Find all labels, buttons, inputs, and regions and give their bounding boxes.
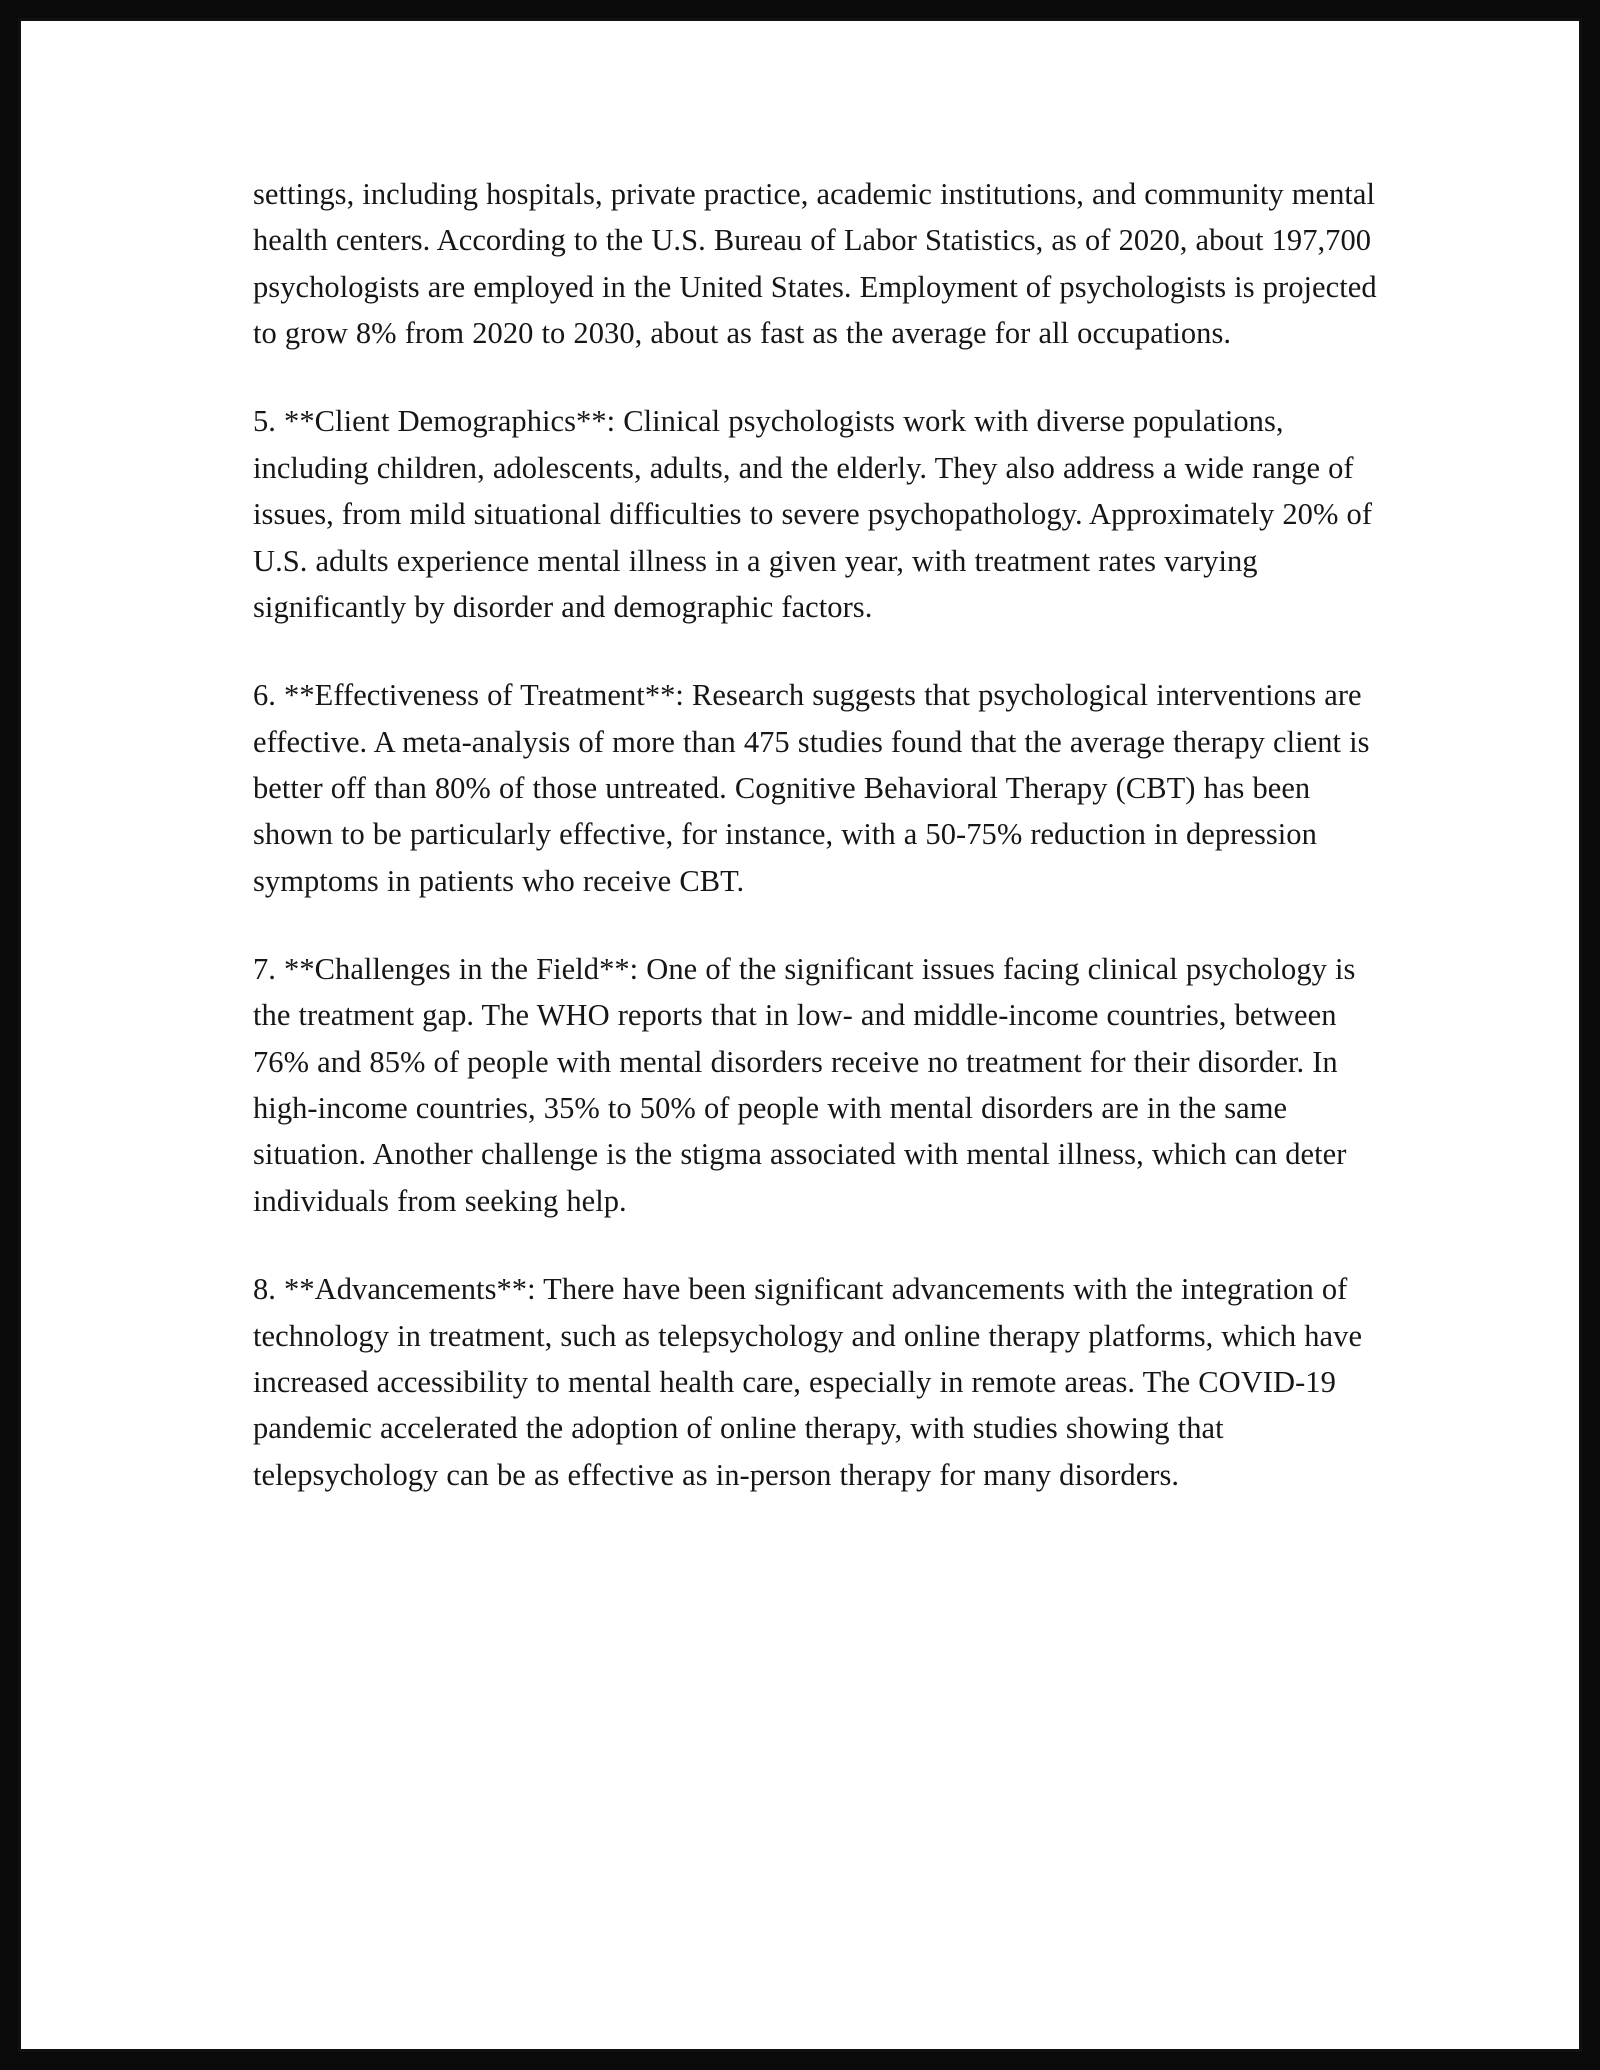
paragraph-challenges-in-the-field: 7. **Challenges in the Field**: One of the significant issues facing clinical psychology is the treatment gap. The WHO reports that in low- and middle-income countries, between 76% and 85% of people with mental disorders receive no treatment for their disorder. In high-income countries, 35% to 50% of people with mental disorders are in the same situation. Another challenge is the stigma associated with mental illness, which can deter individuals from seeking help.: [253, 952, 1356, 1218]
document-text-body: [253, 171, 1383, 1498]
paragraph-advancements: 8. **Advancements**: There have been significant advancements with the integration of technology in treatment, such as telepsychology and online therapy platforms, which have increased accessibility to mental health care, especially in remote areas. The COVID-19 pandemic accelerated the adoption of online therapy, with studies showing that telepsychology can be as effective as in-person therapy for many disorders.: [253, 1272, 1363, 1492]
paragraph-continued-employment-stats: settings, including hospitals, private practice, academic institutions, and community mental health centers. According to the U.S. Bureau of Labor Statistics, as of 2020, about 197,700 psychologists are employed in the United States. Employment of psychologists is projected to grow 8% from 2020 to 2030, about as fast as the average for all occupations.: [253, 177, 1377, 351]
document-page: [18, 18, 1582, 2052]
paragraph-client-demographics: 5. **Client Demographics**: Clinical psychologists work with diverse populations, including children, adolescents, adults, and the elderly. They also address a wide range of issues, from mild situational difficulties to severe psychopathology. Approximately 20% of U.S. adults experience mental illness in a given year, with treatment rates varying significantly by disorder and demographic factors.: [253, 404, 1373, 624]
paragraph-effectiveness-of-treatment: 6. **Effectiveness of Treatment**: Research suggests that psychological interventions are effective. A meta-analysis of more than 475 studies found that the average therapy client is better off than 80% of those untreated. Cognitive Behavioral Therapy (CBT) has been shown to be particularly effective, for instance, with a 50-75% reduction in depression symptoms in patients who receive CBT.: [253, 678, 1370, 898]
